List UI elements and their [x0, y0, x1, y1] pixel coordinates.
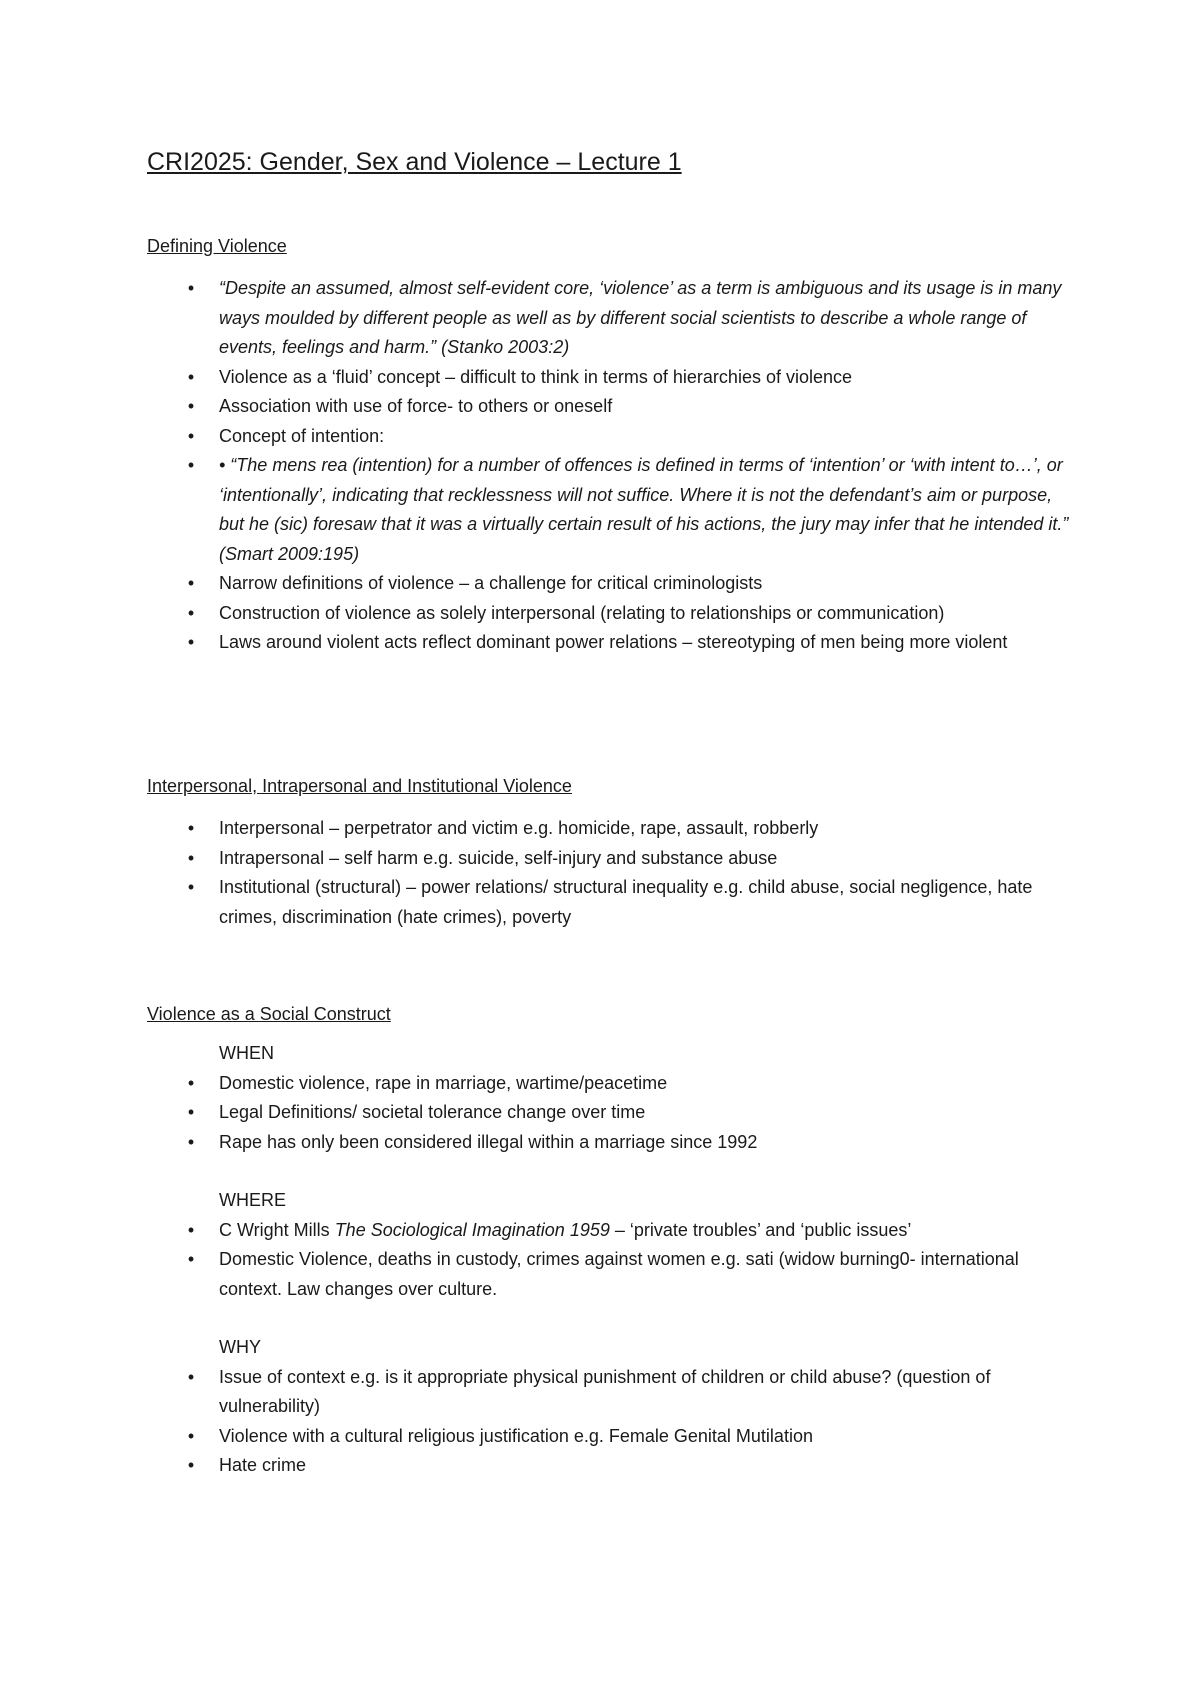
bullet-list	[147, 274, 1077, 658]
group-label-why: WHY	[219, 1337, 261, 1357]
list-item: • Domestic violence, rape in marriage, wartime/peacetime	[147, 1069, 1077, 1099]
bullet-list	[147, 1363, 1077, 1481]
list-item: • Legal Definitions/ societal tolerance change over time	[147, 1098, 1077, 1128]
bullet-icon: •	[187, 573, 195, 593]
list-item: • “Despite an assumed, almost self-evident core, ‘violence’ as a term is ambiguous and its usage is in many ways moulded by different people as well as by different social scientists to describe a whole range of events, feelings and harm.” (Stanko 2003:2)	[147, 274, 1077, 363]
section-social-construct	[147, 1000, 1077, 1481]
list-item: • Interpersonal – perpetrator and victim e.g. homicide, rape, assault, robberly	[147, 814, 1077, 844]
bullet-icon: •	[187, 632, 195, 652]
section-defining-violence	[147, 232, 1077, 658]
book-title: The Sociological Imagination 1959	[334, 1219, 610, 1240]
bullet-list	[147, 814, 1077, 932]
list-item: • C Wright Mills The Sociological Imagination 1959 – ‘private troubles’ and ‘public issues’	[147, 1216, 1077, 1246]
bullet-icon: •	[187, 1366, 195, 1387]
list-item: • Hate crime	[147, 1451, 1077, 1481]
section-heading: Violence as a Social Construct	[147, 1004, 391, 1024]
page-title: CRI2025: Gender, Sex and Violence – Lecture 1	[147, 148, 682, 176]
bullet-icon: •	[187, 1219, 195, 1240]
list-item: • Concept of intention:	[147, 422, 1077, 452]
group-label-when: WHEN	[219, 1043, 274, 1063]
list-item: • Violence as a ‘fluid’ concept – difficult to think in terms of hierarchies of violence	[147, 363, 1077, 393]
list-item: • Issue of context e.g. is it appropriate physical punishment of children or child abuse? (question of vulnerability)	[147, 1363, 1077, 1422]
bullet-list	[147, 1069, 1077, 1158]
bullet-icon: •	[187, 818, 195, 838]
bullet-icon: •	[187, 455, 195, 475]
list-item: • Institutional (structural) – power relations/ structural inequality e.g. child abuse, social negligence, hate crimes, discrimination (hate crimes), poverty	[147, 873, 1077, 932]
bullet-icon: •	[187, 1102, 195, 1122]
list-item: • Rape has only been considered illegal within a marriage since 1992	[147, 1128, 1077, 1158]
list-item: • Construction of violence as solely interpersonal (relating to relationships or communication)	[147, 599, 1077, 629]
bullet-icon: •	[187, 877, 195, 897]
bullet-list	[147, 1216, 1077, 1305]
bullet-icon: •	[187, 425, 195, 446]
list-item: • Intrapersonal – self harm e.g. suicide, self-injury and substance abuse	[147, 844, 1077, 874]
bullet-icon: •	[187, 396, 195, 416]
list-item: • Domestic Violence, deaths in custody, crimes against women e.g. sati (widow burning0- international context. Law changes over culture.	[147, 1245, 1077, 1304]
bullet-icon: •	[187, 847, 195, 868]
list-item: • Laws around violent acts reflect dominant power relations – stereotyping of men being more violent	[147, 628, 1077, 658]
bullet-icon: •	[187, 1425, 195, 1446]
bullet-icon: •	[187, 1072, 195, 1093]
bullet-icon: •	[187, 278, 195, 298]
list-item: • • “The mens rea (intention) for a number of offences is defined in terms of ‘intention’ or ‘with intent to…’, or ‘intentionally’, indicating that recklessness will not suffice. Where it is not the defendant’s aim or purpose, but he (sic) foresaw that it was a virtually certain result of his actions, the jury may infer that he intended it.” (Smart 2009:195)	[147, 451, 1077, 569]
bullet-icon: •	[187, 1455, 195, 1475]
group-label-where: WHERE	[219, 1190, 286, 1210]
bullet-icon: •	[187, 602, 195, 623]
list-item: • Association with use of force- to others or oneself	[147, 392, 1077, 422]
bullet-icon: •	[187, 366, 195, 387]
bullet-icon: •	[187, 1131, 195, 1152]
section-heading: Interpersonal, Intrapersonal and Institutional Violence	[147, 776, 572, 796]
list-item: • Narrow definitions of violence – a challenge for critical criminologists	[147, 569, 1077, 599]
bullet-icon: •	[187, 1249, 195, 1269]
section-heading: Defining Violence	[147, 236, 287, 256]
section-violence-types	[147, 772, 1077, 932]
list-item: • Violence with a cultural religious justification e.g. Female Genital Mutilation	[147, 1422, 1077, 1452]
